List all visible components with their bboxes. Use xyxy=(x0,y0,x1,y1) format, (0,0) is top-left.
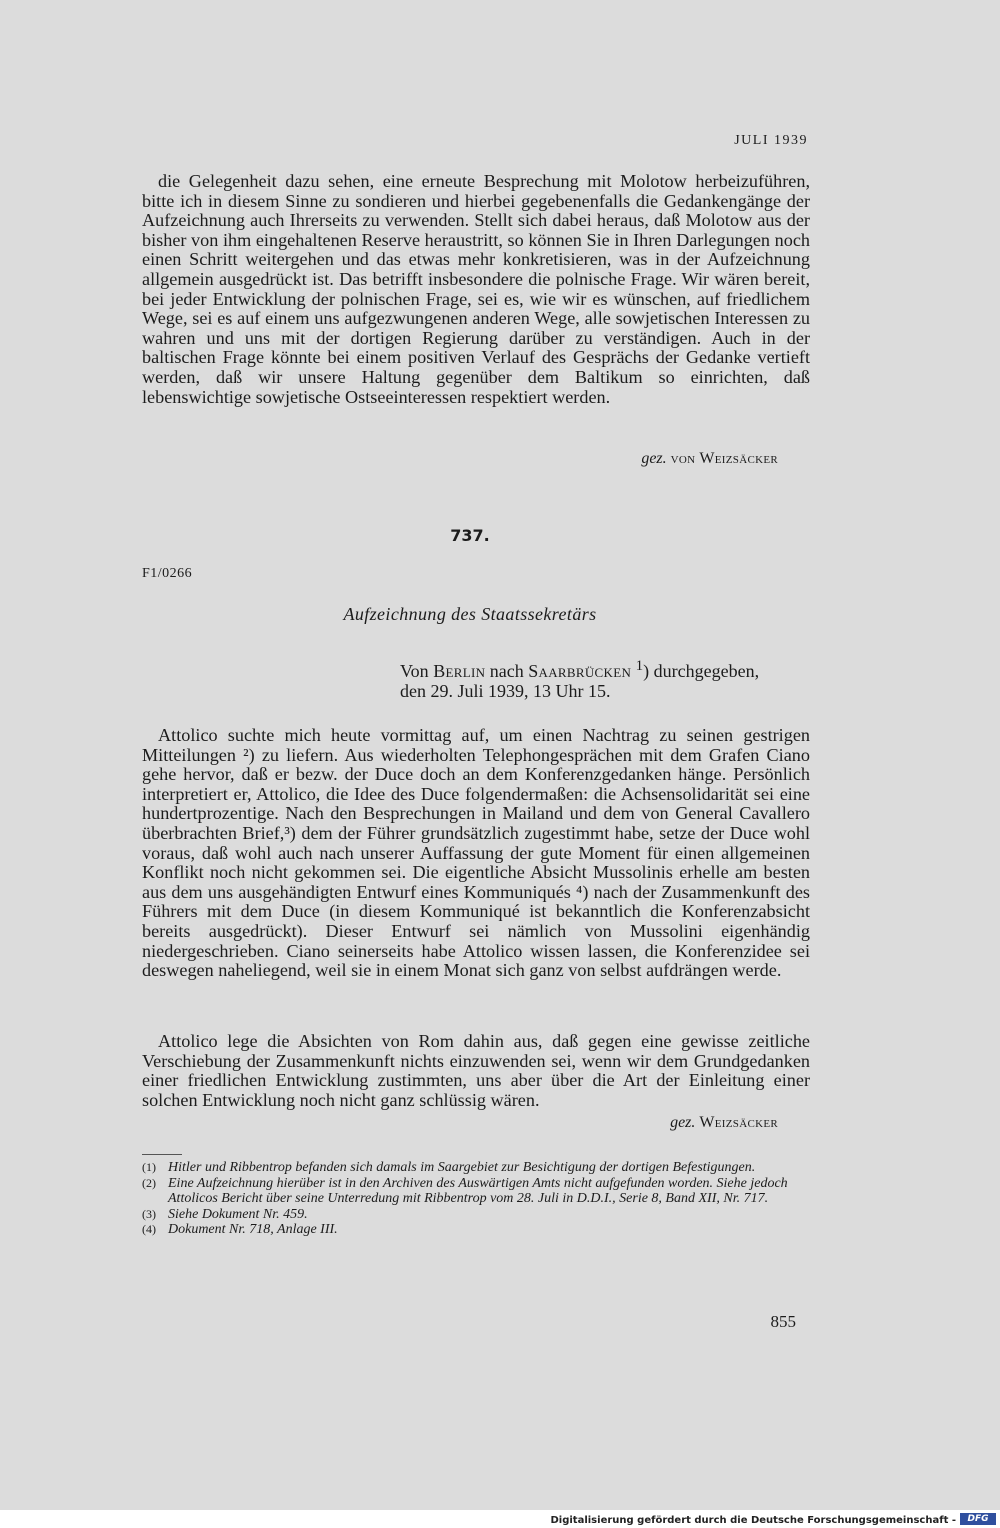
footnote xyxy=(142,1207,810,1223)
to-place: Saarbrücken xyxy=(528,661,632,681)
footnote-number: (4) xyxy=(142,1222,156,1236)
footnote xyxy=(142,1222,810,1238)
footnote-text: Dokument Nr. 718, Anlage III. xyxy=(168,1222,338,1237)
digitization-footer xyxy=(0,1510,1000,1528)
signature-name: Weizsäcker xyxy=(699,1114,778,1131)
previous-document-signature xyxy=(641,450,778,468)
funding-notice: Digitalisierung gefördert durch die Deutsche Forschungsgemeinschaft - xyxy=(550,1515,956,1526)
page-number: 855 xyxy=(770,1312,796,1331)
footnote xyxy=(142,1176,810,1207)
footnote-text: Siehe Dokument Nr. 459. xyxy=(168,1206,308,1222)
footnote-number: (2) xyxy=(142,1175,156,1190)
transmission-note xyxy=(400,656,759,701)
footnote-text: Eine Aufzeichnung hierüber ist in den Archiven des Auswärtigen Amts nicht aufgefunden worden. Siehe jedoch Attolicos Bericht über seine Unterredung mit Ribbentrop vom 28. Juli in D.D.I., Serie 8, Band XII, Nr. 717. xyxy=(168,1175,788,1206)
signature-name: von Weizsäcker xyxy=(670,450,778,467)
signature-prefix: gez. xyxy=(641,450,667,467)
transmission-line-1 xyxy=(400,656,759,681)
document-signature xyxy=(670,1114,778,1132)
signature-prefix: gez. xyxy=(670,1114,696,1131)
via-label: nach xyxy=(489,661,524,681)
file-reference: F1/0266 xyxy=(142,566,193,581)
document-number: 737. xyxy=(450,526,490,545)
body-paragraph-1: Attolico suchte mich heute vormittag auf, um einen Nachtrag zu seinen gestrigen Mitteilungen ²) zu liefern. Aus wiederholten Telephongesprächen mit dem Grafen Ciano gehe hervor, daß er bezw. der Duce doch an dem Konferenzgedanken hänge. Persönlich interpretiert er, Attolico, die Idee des Duce folgendermaßen: die Achsensolidarität sei eine hundertprozentige. Nach den Besprechungen in Mailand und dem von General Cavallero überbrachten Brief,³) dem der Führer grundsätzlich zugestimmt habe, setze der Duce wohl voraus, daß wohl auch nach unserer Auffassung der gute Moment für einen allgemeinen Konflikt noch nicht gekommen sei. Die eigentliche Absicht Mussolinis erhelle am besten aus dem uns ausgehändigten Entwurf eines Kommuniqués ⁴) nach der Zusammenkunft des Führers mit dem Duce (in diesem Kommuniqué ist bekanntlich die Konferenzabsicht bereits ausgedrückt). Dieser Entwurf sei nämlich von Mussolini eigenhändig niedergeschrieben. Ciano seinerseits habe Attolico wissen lassen, die Konferenzidee sei deswegen naheliegend, weil sie in einem Monat sich ganz von selbst aufdrängen werde. xyxy=(142,725,810,981)
footnotes xyxy=(142,1160,810,1238)
running-head: JULI 1939 xyxy=(734,133,808,148)
from-label: Von xyxy=(400,661,429,681)
transmission-line-2: den 29. Juli 1939, 13 Uhr 15. xyxy=(400,681,611,701)
footnote-text: Hitler und Ribbentrop befanden sich damals im Saargebiet zur Besichtigung der dortigen Befestigungen. xyxy=(168,1160,756,1175)
footnote xyxy=(142,1160,810,1176)
dfg-logo-icon[interactable]: DFG xyxy=(960,1513,996,1525)
footnote-number: (1) xyxy=(142,1160,156,1174)
previous-document-text: die Gelegenheit dazu sehen, eine erneute Besprechung mit Molotow herbeizuführen, bitte ich in diesem Sinne zu sondieren und hierbei gegebenenfalls die Gedankengänge der Aufzeichnung auch Ihrerseits zu verwenden. Stellt sich dabei heraus, daß Molotow aus der bisher von ihm eingehaltenen Reserve heraustritt, so können Sie in Ihren Darlegungen noch einen Schritt weitergehen und das etwas mehr konkretisieren, was in der Aufzeichnung allgemein ausgedrückt ist. Das betrifft insbesondere die polnische Frage. Wir wären bereit, bei jeder Entwicklung der polnischen Frage, sei es, wie wir es wünschen, auf friedlichem Wege, sei es auf einem uns aufgezwungenen anderen Wege, alle sowjetischen Interessen zu wahren und uns mit der dortigen Regierung darüber zu verständigen. Auch in der baltischen Frage könnte bei einem positiven Verlauf des Gesprächs der Gedanke vertieft werden, daß wir unsere Haltung gegenüber dem Baltikum so einrichten, daß lebenswichtige sowjetische Ostseeinteressen respektiert werden. xyxy=(142,171,810,407)
footnote-marker: 1 xyxy=(635,658,644,674)
body-paragraph-2: Attolico lege die Absichten von Rom dahin aus, daß gegen eine gewisse zeitliche Verschiebung der Zusammenkunft nichts einzuwenden sei, wenn wir dem Grundgedanken einer friedlichen Entwicklung zustimmten, uns aber über die Art der Einleitung einer solchen Entwicklung noch nicht ganz schlüssig wären. xyxy=(142,1031,810,1110)
footnote-divider xyxy=(142,1154,182,1155)
document-title: Aufzeichnung des Staatssekretärs xyxy=(343,604,597,624)
transmission-tail: ) durchgegeben, xyxy=(643,661,760,681)
from-place: Berlin xyxy=(433,661,486,681)
footnote-number: (3) xyxy=(142,1206,156,1221)
